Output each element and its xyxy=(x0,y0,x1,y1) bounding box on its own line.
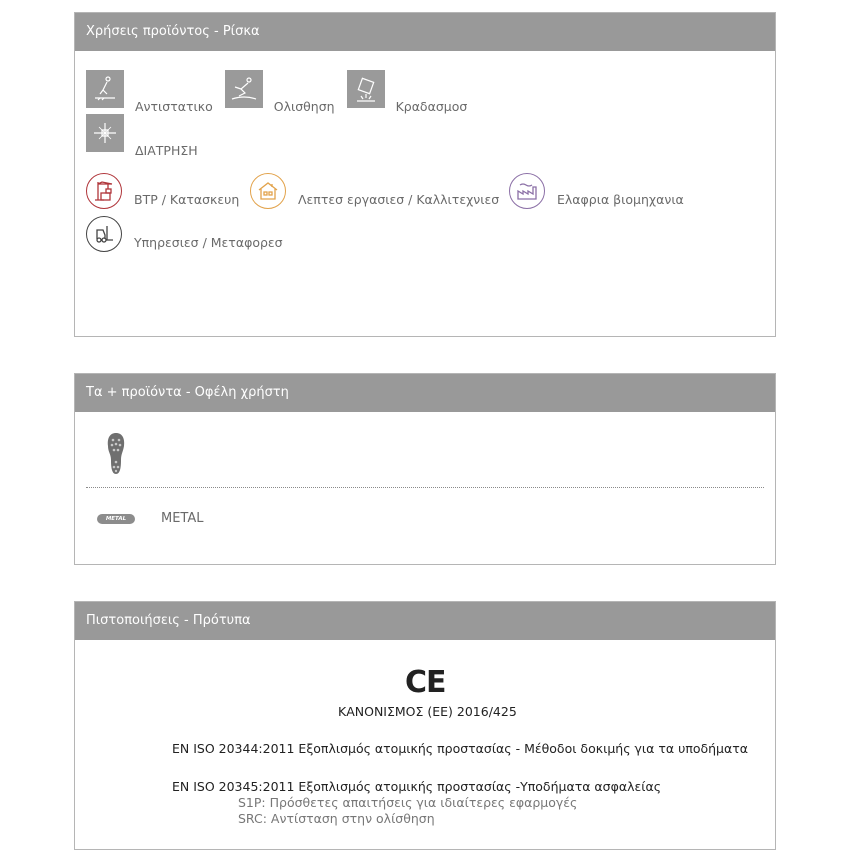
sector-label-transport: Υπηρεσιεσ / Μεταφορεσ xyxy=(134,234,283,250)
risk-label-perforation: ΔΙΑΤΡΗΣΗ xyxy=(135,143,198,158)
risk-row-1 xyxy=(86,70,479,114)
risk-row-2 xyxy=(86,114,210,158)
benefits-header: Τα + προϊόντα - Οφέλη χρήστη xyxy=(75,374,775,412)
sector-btp xyxy=(86,173,239,209)
sector-transport xyxy=(86,216,283,252)
ce-mark-icon: CE xyxy=(405,665,446,700)
sector-label-industry: Ελαφρια βιομηχανια xyxy=(557,191,684,207)
separator-line xyxy=(86,487,764,488)
regulation-text: ΚΑΝΟΝΙΣΜΟΣ (ΕΕ) 2016/425 xyxy=(338,704,517,719)
risk-label-antistatic: Αντιστατικο xyxy=(135,99,213,114)
house-icon xyxy=(250,173,286,209)
forklift-icon xyxy=(86,216,122,252)
crane-icon xyxy=(86,173,122,209)
risk-label-slip: Ολισθηση xyxy=(273,99,335,114)
antistatic-icon xyxy=(86,70,124,108)
perforation-icon xyxy=(86,114,124,152)
sector-industry xyxy=(509,173,684,209)
shock-icon xyxy=(347,70,385,108)
uses-panel xyxy=(74,12,776,337)
uses-header: Χρήσεις προϊόντος - Ρίσκα xyxy=(75,13,775,51)
slip-icon xyxy=(225,70,263,108)
standard-2-sub-src: SRC: Αντίσταση στην ολίσθηση xyxy=(238,811,435,826)
certs-panel xyxy=(74,601,776,850)
factory-icon xyxy=(509,173,545,209)
standard-2-sub-s1p: S1P: Πρόσθετες απαιτήσεις για ιδιαίτερες εφαρμογές xyxy=(238,795,578,810)
benefits-panel xyxy=(74,373,776,565)
standard-1: EN ISO 20344:2011 Εξοπλισμός ατομικής προστασίας - Μέθοδοι δοκιμής για τα υποδήματα xyxy=(172,741,749,756)
sector-craft xyxy=(250,173,499,209)
sole-icon xyxy=(105,432,127,480)
metal-badge: METAL xyxy=(97,514,135,524)
certs-header: Πιστοποιήσεις - Πρότυπα xyxy=(75,602,775,640)
risk-label-shock: Κραδασμοσ xyxy=(395,99,468,114)
metal-label: METAL xyxy=(161,511,204,526)
standard-2: EN ISO 20345:2011 Εξοπλισμός ατομικής προστασίας -Υποδήματα ασφαλείας xyxy=(172,779,662,794)
sector-label-btp: BTP / Κατασκευη xyxy=(134,191,240,207)
sector-label-craft: Λεπτεσ εργασιεσ / Καλλιτεχνιεσ xyxy=(298,191,500,207)
